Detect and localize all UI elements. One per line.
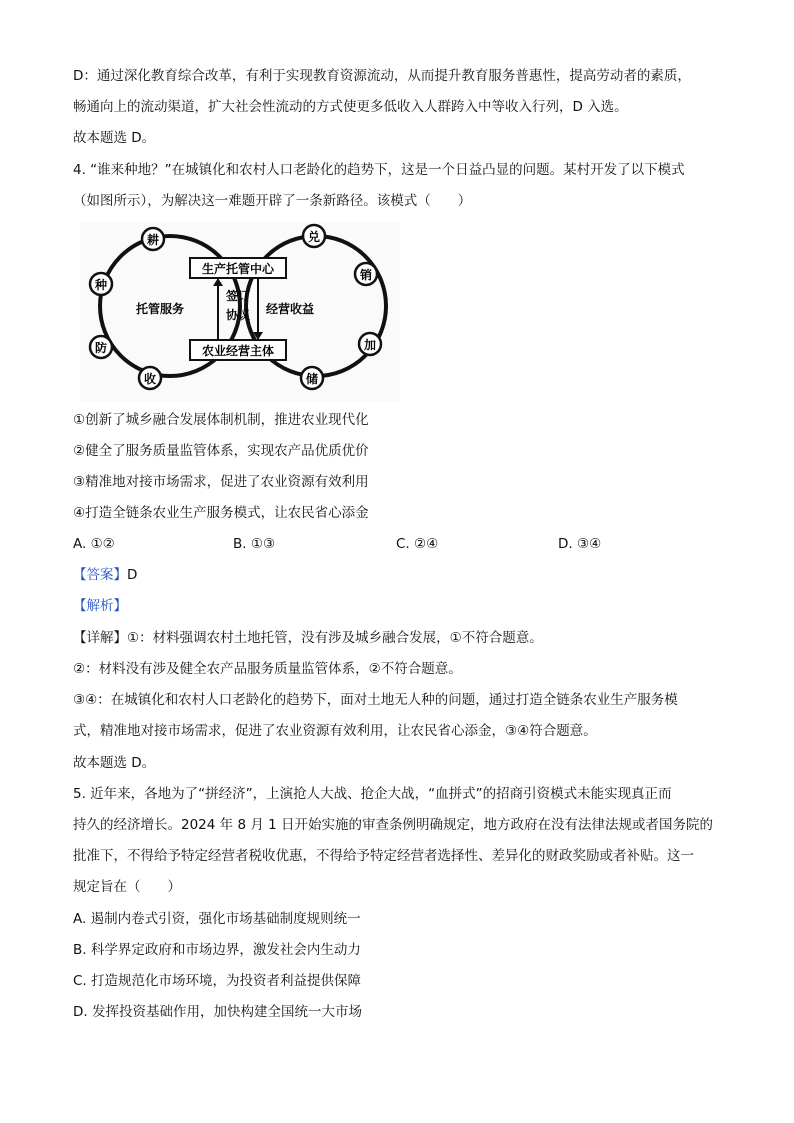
q4-conclusion: 故本题选 D。	[73, 755, 156, 771]
left-node-plant	[90, 273, 112, 295]
q5-option-b: B. 科学界定政府和市场边界，激发社会内生动力	[73, 942, 361, 958]
svg-text:种: 种	[94, 278, 108, 292]
analysis-tag: 【解析】	[73, 598, 127, 614]
q5-stem-line1: 5. 近年来，各地为了“拼经济”，上演抢人大战、抢企大战，“血拼式”的招商引资模式未能实现真正而	[73, 786, 672, 802]
q4-option-d: D. ③④	[558, 536, 602, 552]
answer-tag: 【答案】	[73, 567, 127, 583]
detail-tag: 【详解】	[73, 630, 127, 646]
answer-value: D	[127, 567, 138, 583]
left-node-harvest	[139, 367, 161, 389]
detail-text-1: ①：材料强调农村土地托管，没有涉及城乡融合发展，①不符合题意。	[127, 630, 543, 646]
q5-option-c: C. 打造规范化市场环境，为投资者利益提供保障	[73, 973, 362, 989]
q4-detail-line3: ③④：在城镇化和农村人口老龄化的趋势下，面对土地无人种的问题，通过打造全链条农业生产服务模	[73, 692, 678, 708]
center-label-2: 协议	[225, 308, 251, 322]
q4-statement-3: ③精准地对接市场需求，促进了农业资源有效利用	[73, 474, 369, 490]
right-flow-label: 经营收益	[266, 302, 315, 316]
q5-stem-line3: 批准下，不得给予特定经营者税收优惠，不得给予特定经营者选择性、差异化的财政奖励或者补贴。这一	[73, 848, 694, 864]
right-node-sell	[355, 263, 377, 285]
q5-option-d: D. 发挥投资基础作用，加快构建全国统一大市场	[73, 1004, 362, 1020]
left-node-plough	[142, 228, 164, 250]
q4-stem-line1: 4. “谁来种地？”在城镇化和农村人口老龄化的趋势下，这是一个日益凸显的问题。某村开发了以下模式	[73, 162, 685, 178]
q3-option-d-explanation-line2: 畅通向上的流动渠道，扩大社会性流动的方式使更多低收入人群跨入中等收入行列，D 入选。	[73, 99, 628, 115]
center-label-1: 签订	[225, 289, 251, 303]
q5-stem-line2: 持久的经济增长。2024 年 8 月 1 日开始实施的审查条例明确规定，地方政府在没有法律法规或者国务院的	[73, 817, 713, 833]
q5-option-a: A. 遏制内卷式引资，强化市场基础制度规则统一	[73, 911, 361, 927]
right-node-store	[301, 367, 323, 389]
q3-option-d-explanation-line1: D：通过深化教育综合改革，有利于实现教育资源流动，从而提升教育服务普惠性，提高劳动者的素质，	[73, 68, 691, 84]
bottom-box-label: 农业经营主体	[201, 344, 275, 358]
svg-text:销: 销	[359, 268, 373, 282]
svg-text:加: 加	[363, 338, 377, 352]
svg-text:防: 防	[94, 341, 108, 355]
left-node-prevent	[90, 336, 112, 358]
q4-detail-line1	[73, 628, 543, 648]
q4-statement-2: ②健全了服务质量监管体系，实现农产品优质优价	[73, 443, 369, 459]
q4-statement-1: ①创新了城乡融合发展体制机制，推进农业现代化	[73, 412, 369, 428]
q4-detail-line4: 式，精准地对接市场需求，促进了农业资源有效利用，让农民省心添金，③④符合题意。	[73, 723, 597, 739]
q5-stem-line4: 规定旨在（ ）	[73, 879, 181, 895]
svg-text:耕: 耕	[146, 233, 160, 247]
svg-text:储: 储	[305, 372, 319, 386]
q4-answer	[73, 565, 137, 585]
q4-option-c: C. ②④	[396, 536, 439, 552]
top-box-label: 生产托管中心	[201, 262, 275, 276]
q4-detail-line2: ②：材料没有涉及健全农产品服务质量监管体系，②不符合题意。	[73, 661, 462, 677]
svg-text:收: 收	[143, 372, 157, 386]
q3-conclusion: 故本题选 D。	[73, 130, 156, 146]
left-flow-label: 托管服务	[135, 302, 184, 316]
q4-option-a: A. ①②	[73, 536, 115, 552]
right-node-process	[359, 333, 381, 355]
svg-text:兑: 兑	[307, 230, 321, 244]
q4-statement-4: ④打造全链条农业生产服务模式，让农民省心添金	[73, 505, 369, 521]
q4-option-b: B. ①③	[233, 536, 276, 552]
q4-stem-line2: （如图所示），为解决这一难题开辟了一条新路径。该模式（ ）	[73, 193, 472, 209]
land-trusteeship-diagram	[80, 222, 400, 402]
right-node-redeem	[303, 225, 325, 247]
